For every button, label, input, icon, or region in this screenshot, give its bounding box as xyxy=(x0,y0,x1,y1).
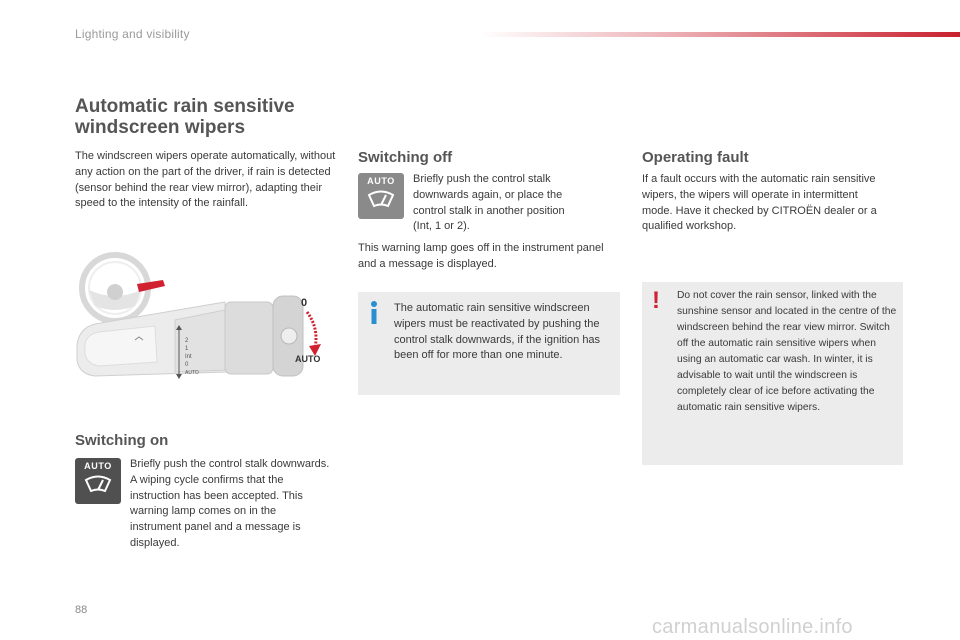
page-number: 88 xyxy=(75,604,88,616)
switching-off-text-2: This warning lamp goes off in the instrument panel and a message is displayed. xyxy=(358,242,604,270)
wiper-stalk-illustration xyxy=(75,250,335,386)
intro-paragraph: The windscreen wipers operate automatically, without any action on the part of the driver, if rain is detected (sensor behind the rear view mirror), adapting their speed to the intensity of the rainfall. xyxy=(75,150,336,210)
stalk-position-label: 2 xyxy=(185,338,189,344)
stalk-label-auto: AUTO xyxy=(295,354,321,364)
switching-on-heading: Switching on xyxy=(75,432,169,449)
auto-wiper-off-lamp-icon xyxy=(358,173,404,219)
switching-on-text: Briefly push the control stalk downwards. A wiping cycle confirms that the instruction has been accepted. This warning lamp comes on in the instrument panel and a message is displayed. xyxy=(130,458,330,549)
page-title xyxy=(75,96,355,138)
switching-off-text: Briefly push the control stalk downwards again, or place the control stalk in another position (Int, 1 or 2). xyxy=(413,173,565,233)
windscreen-wiper-icon xyxy=(366,187,396,209)
info-icon xyxy=(368,300,380,326)
warning-note-box xyxy=(642,282,903,465)
steering-wheel-icon xyxy=(82,255,165,321)
switching-off-heading: Switching off xyxy=(358,149,453,166)
lamp-label: AUTO xyxy=(84,461,112,471)
stalk-label-zero: 0 xyxy=(301,297,308,309)
section-header: Lighting and visibility xyxy=(75,27,190,41)
stalk-position-label: 0 xyxy=(185,362,189,368)
header-accent-bar xyxy=(480,32,960,37)
page-title-line1: Automatic rain sensitive xyxy=(75,96,295,117)
operating-fault-heading: Operating fault xyxy=(642,149,749,166)
page-title-line2: windscreen wipers xyxy=(75,117,246,138)
watermark: carmanualsonline.info xyxy=(652,616,853,638)
warning-icon: ! xyxy=(652,287,660,314)
info-note-box xyxy=(358,292,620,395)
stalk-position-label: Int xyxy=(185,354,192,360)
stalk-position-label: 1 xyxy=(185,346,189,352)
stalk-position-label: AUTO xyxy=(185,370,199,376)
info-note-text: The automatic rain sensitive windscreen wipers must be reactivated by pushing the control stalk downwards, if the ignition has been off for more than one minute. xyxy=(394,302,601,362)
lamp-label: AUTO xyxy=(367,176,395,186)
warning-note-text: Do not cover the rain sensor, linked with the sunshine sensor and located in the centre of the windscreen behind the rear view mirror. Switch off the automatic rain sensitive wipers when using an automatic car wash. In winter, it is advisable to wait until the windscreen is completely clear of ice before activating the automatic rain sensitive wipers. xyxy=(677,290,897,413)
auto-wiper-warning-lamp-icon xyxy=(75,458,121,504)
operating-fault-text: If a fault occurs with the automatic rain sensitive wipers, the wipers will operate in intermittent mode. Have it checked by CITROËN dealer or a qualified workshop. xyxy=(642,173,877,233)
windscreen-wiper-icon xyxy=(83,472,113,494)
